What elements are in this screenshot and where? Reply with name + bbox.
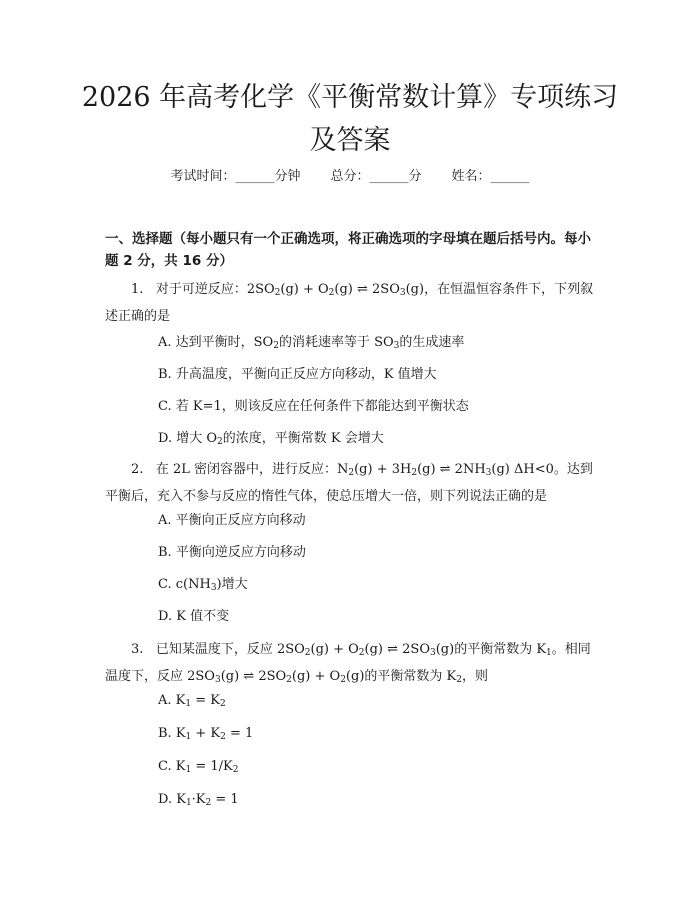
- exam-info-line: [0, 166, 700, 188]
- section-heading: 一、选择题（每小题只有一个正确选项，将正确选项的字母填在题后括号内。每小题 2 分，共 16 分）: [105, 231, 591, 269]
- question-1-option-d: D. 增大 $O_2$的浓度，平衡常数 K 会增大: [158, 431, 384, 447]
- question-number: 1.: [131, 282, 144, 297]
- document-title: [60, 76, 640, 162]
- question-3-option-a: A. $K_1 = K_2$: [158, 693, 226, 709]
- question-2-option-b: B. 平衡向逆反应方向移动: [158, 545, 306, 560]
- exam-time-field: 考试时间：______分钟: [170, 169, 301, 184]
- title-line-1: 2026 年高考化学《平衡常数计算》专项练习: [81, 82, 619, 113]
- title-line-2: 及答案: [309, 125, 391, 156]
- question-1-option-c: C. 若 K=1，则该反应在任何条件下都能达到平衡状态: [158, 399, 469, 414]
- question-2-option-c: C. $c(NH_3)$增大: [158, 577, 248, 593]
- question-1-stem: [105, 276, 600, 330]
- total-score-field: 总分：______分: [330, 169, 422, 184]
- question-2-option-a: A. 平衡向正反应方向移动: [158, 513, 306, 528]
- question-text: 在 2L 密闭容器中，进行反应：$N_2(g) + 3H_2(g)$ ⇌ $2NH_3(g)$ ΔH<0。达到平衡后，充入不参与反应的惰性气体，使总压增大一倍，则下列说法正确的是: [105, 462, 593, 504]
- question-1-option-a: A. 达到平衡时，$SO_2$的消耗速率等于 $SO_3$的生成速率: [158, 335, 465, 351]
- question-1-option-b: B. 升高温度，平衡向正反应方向移动，K 值增大: [158, 367, 437, 382]
- question-2-stem: [105, 456, 600, 510]
- question-3-stem: [105, 636, 600, 690]
- question-3-option-c: C. $K_1 = 1/K_2$: [158, 759, 239, 775]
- student-name-field: 姓名：______: [451, 169, 530, 184]
- question-text: 已知某温度下，反应 $2SO_2(g) + O_2(g)$ ⇌ $2SO_3(g)$的平衡常数为 $K_1$。相同温度下，反应 $2SO_3(g)$ ⇌ $2SO_2(g) + O_2(g)$的平衡常数为 $K_2$，则: [105, 642, 591, 685]
- question-text: 对于可逆反应：$2SO_2(g) + O_2(g)$ ⇌ $2SO_3(g)$，在恒温恒容条件下，下列叙述正确的是: [105, 282, 594, 324]
- question-3-option-b: B. $K_1 + K_2 = 1$: [158, 726, 254, 742]
- question-3-option-d: D. $K_1\cdot K_2 = 1$: [158, 792, 239, 808]
- question-number: 3.: [131, 642, 144, 657]
- question-2-option-d: D. K 值不变: [158, 609, 230, 624]
- question-number: 2.: [131, 462, 144, 477]
